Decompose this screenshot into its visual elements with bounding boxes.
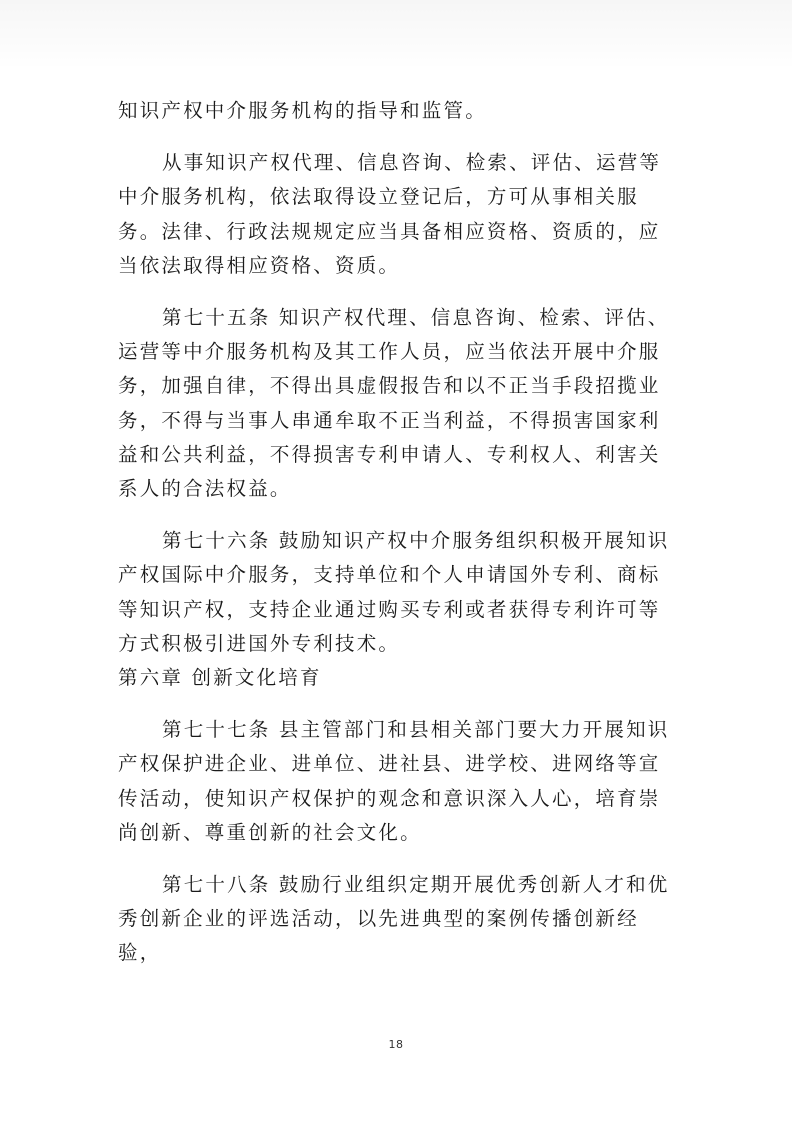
page-number: 18 [388, 1038, 404, 1051]
article-78: 第七十八条 鼓励行业组织定期开展优秀创新人才和优秀创新企业的评选活动，以先进典型的案例传播创新经验， [118, 873, 670, 965]
article-75: 第七十五条 知识产权代理、信息咨询、检索、评估、运营等中介服务机构及其工作人员，应当依法开展中介服务，加强自律，不得出具虚假报告和以不正当手段招揽业务，不得与当事人串通牟取不正当利益，不得损害国家利益和公共利益，不得损害专利申请人、专利权人、利害关系人的合法权益。 [118, 306, 670, 501]
scan-shadow [0, 0, 792, 70]
paragraph-continued: 知识产权中介服务机构的指导和监管。 [118, 99, 487, 122]
paragraph-intermediary-registration: 从事知识产权代理、信息咨询、检索、评估、运营等中介服务机构，依法取得设立登记后，方可从事相关服务。法律、行政法规规定应当具备相应资格、资质的，应当依法取得相应资格、资质。 [118, 151, 662, 277]
chapter-heading: 第六章 创新文化培育 [118, 666, 322, 690]
article-76: 第七十六条 鼓励知识产权中介服务组织积极开展知识产权国际中介服务，支持单位和个人申请国外专利、商标等知识产权，支持企业通过购买专利或者获得专利许可等方式积极引进国外专利技术。 [118, 529, 670, 655]
document-body [118, 94, 678, 971]
article-77: 第七十七条 县主管部门和县相关部门要大力开展知识产权保护进企业、进单位、进社县、进学校、进网络等宣传活动，使知识产权保护的观念和意识深入人心，培育崇尚创新、尊重创新的社会文化。 [118, 718, 670, 844]
